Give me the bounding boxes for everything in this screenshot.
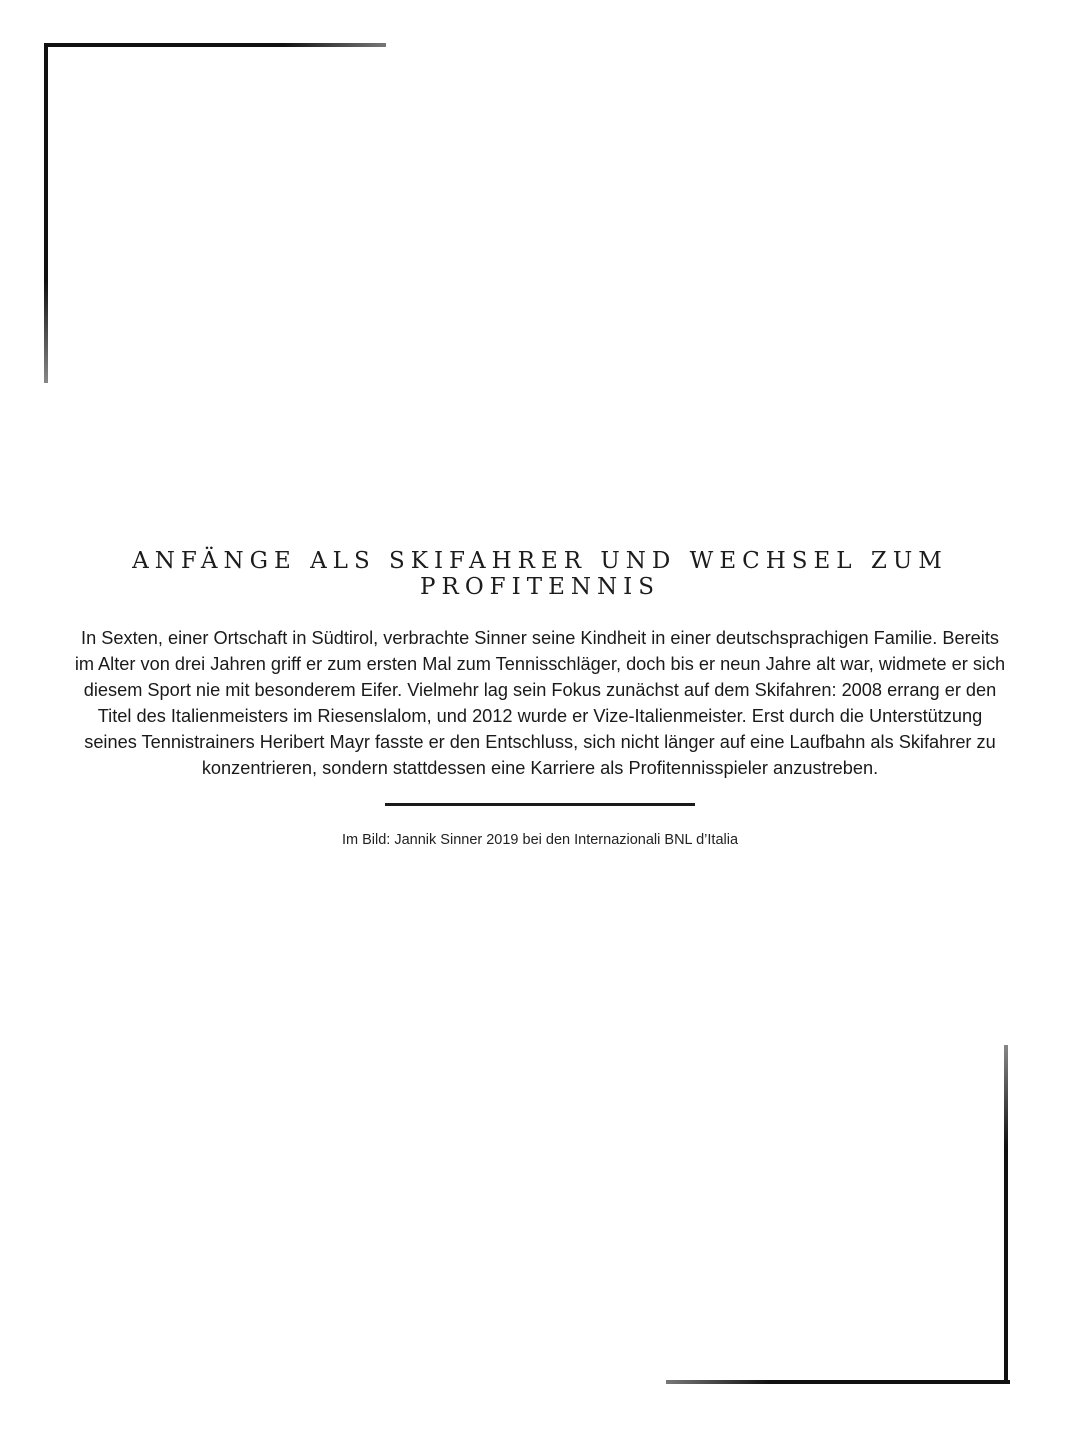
frame-bottom-right-vertical-line [1004, 1045, 1008, 1384]
section-divider [385, 803, 695, 806]
frame-bottom-right-horizontal-line [666, 1380, 1010, 1384]
article-section [70, 548, 1010, 850]
frame-top-left-horizontal-line [44, 43, 386, 47]
section-heading: ANFÄNGE ALS SKIFAHRER UND WECHSEL ZUM PROFITENNIS [132, 548, 948, 600]
section-body-text: In Sexten, einer Ortschaft in Südtirol, verbrachte Sinner seine Kindheit in einer deutschsprachigen Familie. Bereits im Alter von drei Jahren griff er zum ersten Mal zum Tennisschläger, doch bis er neun Jahre alt war, widmete er sich diesem Sport nie mit besonderem Eifer. Vielmehr lag sein Fokus zunächst auf dem Skifahren: 2008 errang er den Titel des Italienmeisters im Riesenslalom, und 2012 wurde er Vize-Italienmeister. Erst durch die Unterstützung seines Tennistrainers Heribert Mayr fasste er den Entschluss, sich nicht länger auf eine Laufbahn als Skifahrer zu konzentrieren, sondern stattdessen eine Karriere als Profitennisspieler anzustreben. [74, 628, 1006, 778]
frame-top-left-vertical-line [44, 43, 48, 383]
image-caption: Im Bild: Jannik Sinner 2019 bei den Internazionali BNL d’Italia [341, 832, 739, 849]
